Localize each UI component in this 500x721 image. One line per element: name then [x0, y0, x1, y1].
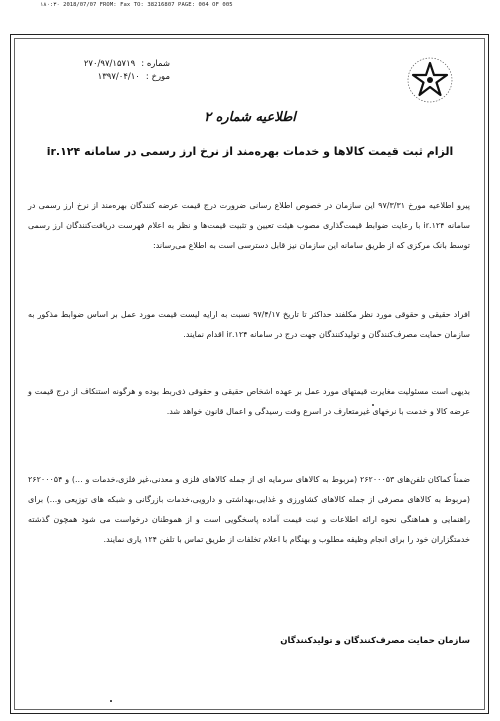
reference-date-value: ۱۳۹۷/۰۴/۱۰	[97, 72, 140, 82]
notice-headline: الزام ثبت قیمت کالاها و خدمات بهره‌مند از نرخ ارز رسمی در سامانه ۱۲۴.ir	[46, 145, 454, 158]
paragraph-1: پیرو اطلاعیه مورخ ۹۷/۳/۳۱ این سازمان در خصوص اطلاع رسانی ضرورت درج قیمت عرضه کنندگان بهره‌مند از نرخ ارز رسمی در سامانه ۱۲۴.ir با رعایت ضوابط قیمت‌گذاری مصوب هیئت تعیین و تثبیت قیمت‌ها و نظر به اعلام فهرست دریافت‌کنندگان ارز رسمی توسط بانک مرکزی که از طریق سامانه این سازمان نیز قابل دسترسی است به اطلاع می‌رساند:	[28, 201, 470, 250]
signature-organization: سازمان حمایت مصرف‌کنندگان و تولیدکنندگان	[280, 636, 470, 646]
paragraph-4: ضمناً کماکان تلفن‌های ۲۶۲۰۰۰۵۳ (مربوط به کالاهای سرمایه ای از جمله کالاهای فلزی و معدنی،غیر فلزی،خدمات و ...) و ۲۶۲۰۰۰۵۴ (مربوط به کالاهای مصرفی از جمله کالاهای کشاورزی و غذایی،بهداشتی و دارویی،خدمات بازرگانی و شبکه های توزیعی و...) برای راهنمایی و هماهنگی نحوه ارائه اطلاعات و ثبت قیمت آماده پاسخگویی است و از هموطنان درخواست می شود همچون گذشته خدمتگزاران خود را برای انجام وظیفه مطلوب و بهنگام با اعلام تخلفات از طریق تماس با تلفن ۱۲۴ یاری نمایند.	[28, 475, 470, 544]
reference-block	[20, 58, 170, 84]
reference-number-label: شماره :	[141, 59, 170, 69]
scan-speck	[372, 404, 374, 406]
reference-date-label: مورخ :	[145, 72, 170, 82]
reference-number-row	[20, 58, 170, 71]
star-organization-logo-icon	[405, 55, 455, 105]
reference-number-value: ۲۷۰/۹۷/۱۵۷۱۹	[83, 59, 136, 69]
fax-transmission-header: ۱۸۰:۳۰ 2018/07/07 FROM: Fax TO: 38216807 PAGE: 004 OF 005	[40, 2, 233, 8]
document-inner-border	[14, 38, 485, 710]
paragraph-3: بدیهی است مسئولیت مغایرت قیمتهای مورد عمل بر عهده اشخاص حقیقی و حقوقی ذی‌ربط بوده و هرگونه استنکاف از درج قیمت و عرضه کالا و خدمت با نرخهای غیرمتعارف در اسرع وقت رسیدگی و اعمال قانون خواهد شد.	[28, 387, 470, 416]
reference-date-row	[20, 71, 170, 84]
paragraph-2: افراد حقیقی و حقوقی مورد نظر مکلفند حداکثر تا تاریخ ۹۷/۴/۱۷ نسبت به ارایه لیست قیمت مورد عمل بر اساس ضوابط مذکور به سازمان حمایت مصرف‌کنندگان و تولیدکنندگان جهت درج در سامانه ۱۲۴.ir اقدام نمایند.	[28, 310, 470, 339]
notice-title: اطلاعیه شماره ۲	[204, 110, 296, 125]
scan-speck	[110, 700, 112, 702]
